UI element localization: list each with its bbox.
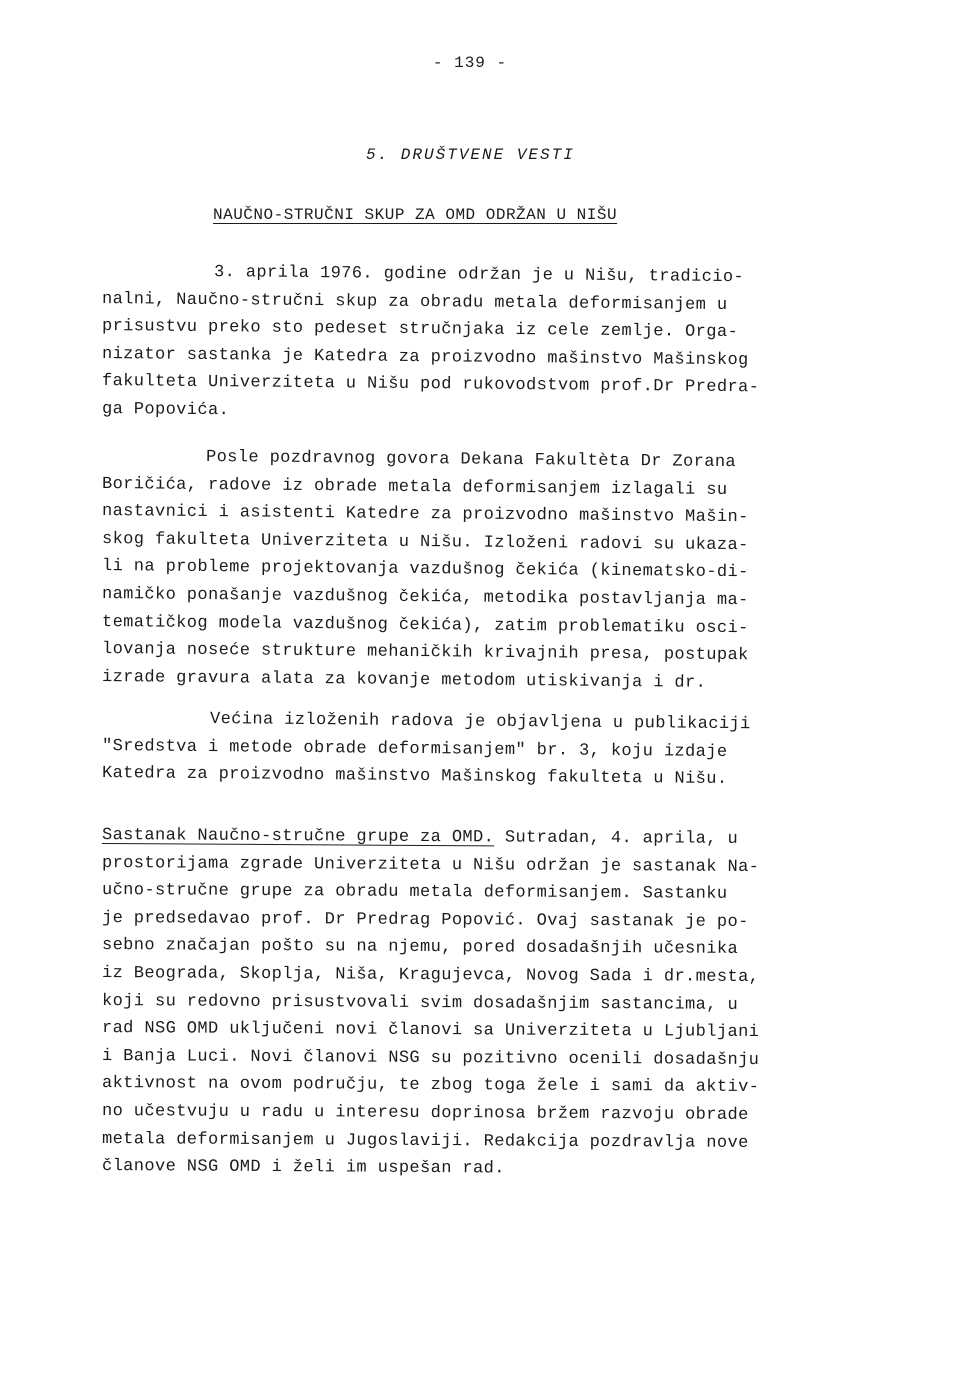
paragraph-line: Većina izloženih radova je objavljena u publikaciji xyxy=(209,710,751,735)
paragraph-line: prostorijama zgrade Univerziteta u Nišu održan je sastanak Na- xyxy=(101,853,760,877)
paragraph-line: no učestvuju u radu u interesu doprinosa bržem razvoju obrade xyxy=(101,1101,749,1125)
paragraph-first-line xyxy=(102,822,842,854)
paragraph-4 xyxy=(102,822,842,1181)
paragraph-line: rad NSG OMD uključeni novi članovi sa Univerziteta u Ljubljani xyxy=(101,1019,760,1043)
paragraph-line: Katedra za proizvodno mašinstvo Mašinskog fakulteta u Nišu. xyxy=(101,764,728,790)
paragraph-2 xyxy=(102,443,842,691)
paragraph-line: učno-stručne grupe za obradu metala deformisanjem. Sastanku xyxy=(101,881,728,905)
page-number: - 139 - xyxy=(432,54,508,72)
paragraph-line: je predsedavao prof. Dr Predrag Popović. Ovaj sastanak je po- xyxy=(101,908,749,932)
paragraph-line: 3. aprila 1976. godine održan je u Nišu, tradicio- xyxy=(213,263,745,288)
paragraph-line: koji su redovno prisustvovali svim dosadašnjim sastancima, u xyxy=(101,991,739,1015)
paragraph-line: nalni, Naučno-stručni skup za obradu metala deformisanjem u xyxy=(101,289,728,315)
paragraph-line: li na probleme projektovanja vazdušnog čekića (kinematsko-di- xyxy=(101,557,749,583)
paragraph-line: aktivnost na ovom području, te zbog toga žele i sami da aktiv- xyxy=(101,1074,760,1098)
paragraph-line: lovanja noseće strukture mehaničkih krivajnih presa, postupak xyxy=(101,640,749,666)
paragraph-line: ga Popovića. xyxy=(101,399,230,421)
paragraph-line: nizator sastanka je Katedra za proizvodno mašinstvo Mašinskog xyxy=(101,344,749,370)
paragraph-line: metala deformisanjem u Jugoslaviji. Redakcija pozdravlja nove xyxy=(101,1129,749,1153)
paragraph-line: nastavnici i asistenti Katedre za proizvodno mašinstvo Mašin- xyxy=(101,502,749,528)
section-title: 5. DRUŠTVENE VESTI xyxy=(366,146,575,164)
article-title: NAUČNO-STRUČNI SKUP ZA OMD ODRŽAN U NIŠU xyxy=(213,206,618,224)
paragraph-3 xyxy=(102,705,842,788)
paragraph-line: Boričića, radove iz obrade metala deformisanjem izlagali su xyxy=(101,474,728,500)
paragraph-line: i Banja Luci. Novi članovi NSG su pozitivno ocenili dosadašnju xyxy=(101,1046,760,1070)
subsection-heading: Sastanak Naučno-stručne grupe za OMD. xyxy=(101,826,495,848)
paragraph-line: izrade gravura alata za kovanje metodom utiskivanja i dr. xyxy=(101,667,707,693)
paragraph-line: tematičkog modela vazdušnog čekića), zatim problematiku osci- xyxy=(101,612,749,638)
paragraph-line: fakulteta Univerziteta u Nišu pod rukovodstvom prof.Dr Predra- xyxy=(101,372,760,398)
paragraph-line: prisustvu preko sto pedeset stručnjaka iz cele zemlje. Orga- xyxy=(101,317,739,343)
paragraph-1 xyxy=(102,258,842,424)
paragraph-line: članove NSG OMD i želi im uspešan rad. xyxy=(101,1157,505,1179)
paragraph-line: skog fakulteta Univerziteta u Nišu. Izloženi radovi su ukaza- xyxy=(101,529,749,555)
paragraph-line: sebno značajan pošto su na njemu, pored dosadašnjih učesnika xyxy=(101,936,739,960)
paragraph-line: iz Beograda, Skoplja, Niša, Kragujevca, Novog Sada i dr.mesta, xyxy=(101,963,760,987)
paragraph-line: namičko ponašanje vazdušnog čekića, metodika postavljanja ma- xyxy=(101,584,749,611)
paragraph-line-rest: Sutradan, 4. aprila, u xyxy=(494,828,739,849)
paragraph-line: "Sredstva i metode obrade deformisanjem" br. 3, koju izdaje xyxy=(101,736,728,762)
paragraph-line: Posle pozdravnog govora Dekana Fakultèta Dr Zorana xyxy=(205,447,737,473)
